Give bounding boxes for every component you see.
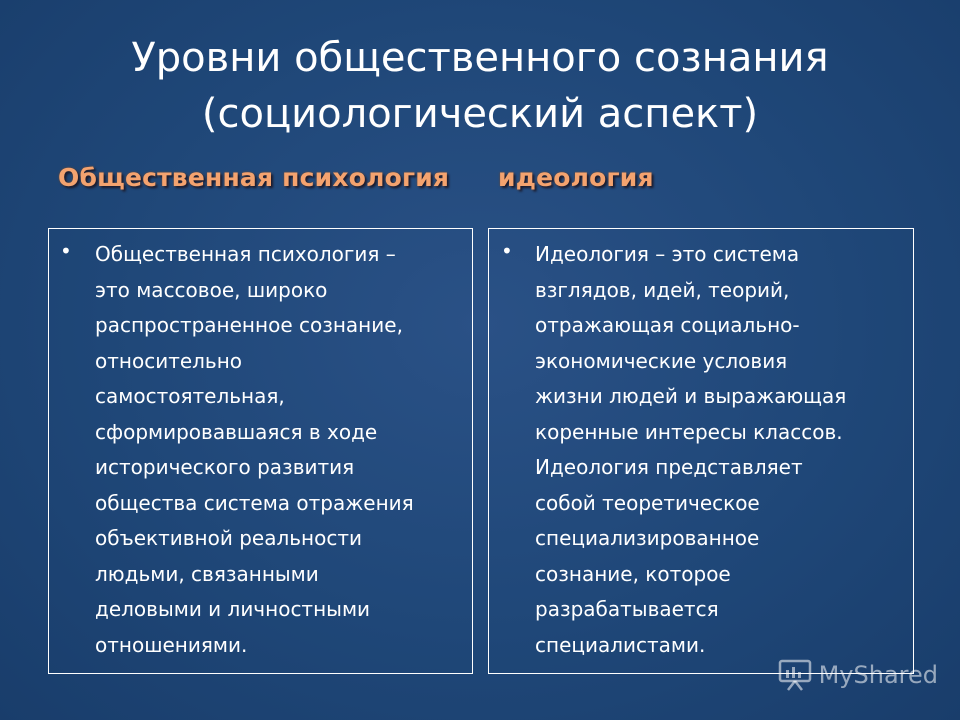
bullet-icon: •: [501, 239, 513, 263]
right-definition-box: [488, 228, 914, 674]
left-definition-text: Общественная психология – это массовое, широко распространенное сознание, относительно самостоятельная, сформировавшаяся в ходе исторического развития общества система отражения объективной реальности людьми, связанными деловыми и личностными отношениями.: [95, 242, 414, 657]
title-line-1: Уровни общественного сознания: [131, 35, 829, 81]
left-definition-box: [48, 228, 473, 674]
watermark: [777, 658, 938, 692]
right-definition-text: Идеология – это система взглядов, идей, теорий, отражающая социально- экономические условия жизни людей и выражающая коренные интересы классов. Идеология представляет собой теоретическое специализированное сознание, которое разрабатывается специалистами.: [535, 242, 847, 657]
title-line-2: (социологический аспект): [201, 91, 759, 137]
presentation-board-icon: [777, 658, 813, 692]
bullet-icon: •: [60, 239, 72, 263]
right-column-heading: идеология: [498, 163, 654, 192]
watermark-text: MyShared: [818, 661, 938, 689]
left-column-heading: Общественная психология: [58, 163, 450, 192]
slide-title: [0, 30, 960, 142]
